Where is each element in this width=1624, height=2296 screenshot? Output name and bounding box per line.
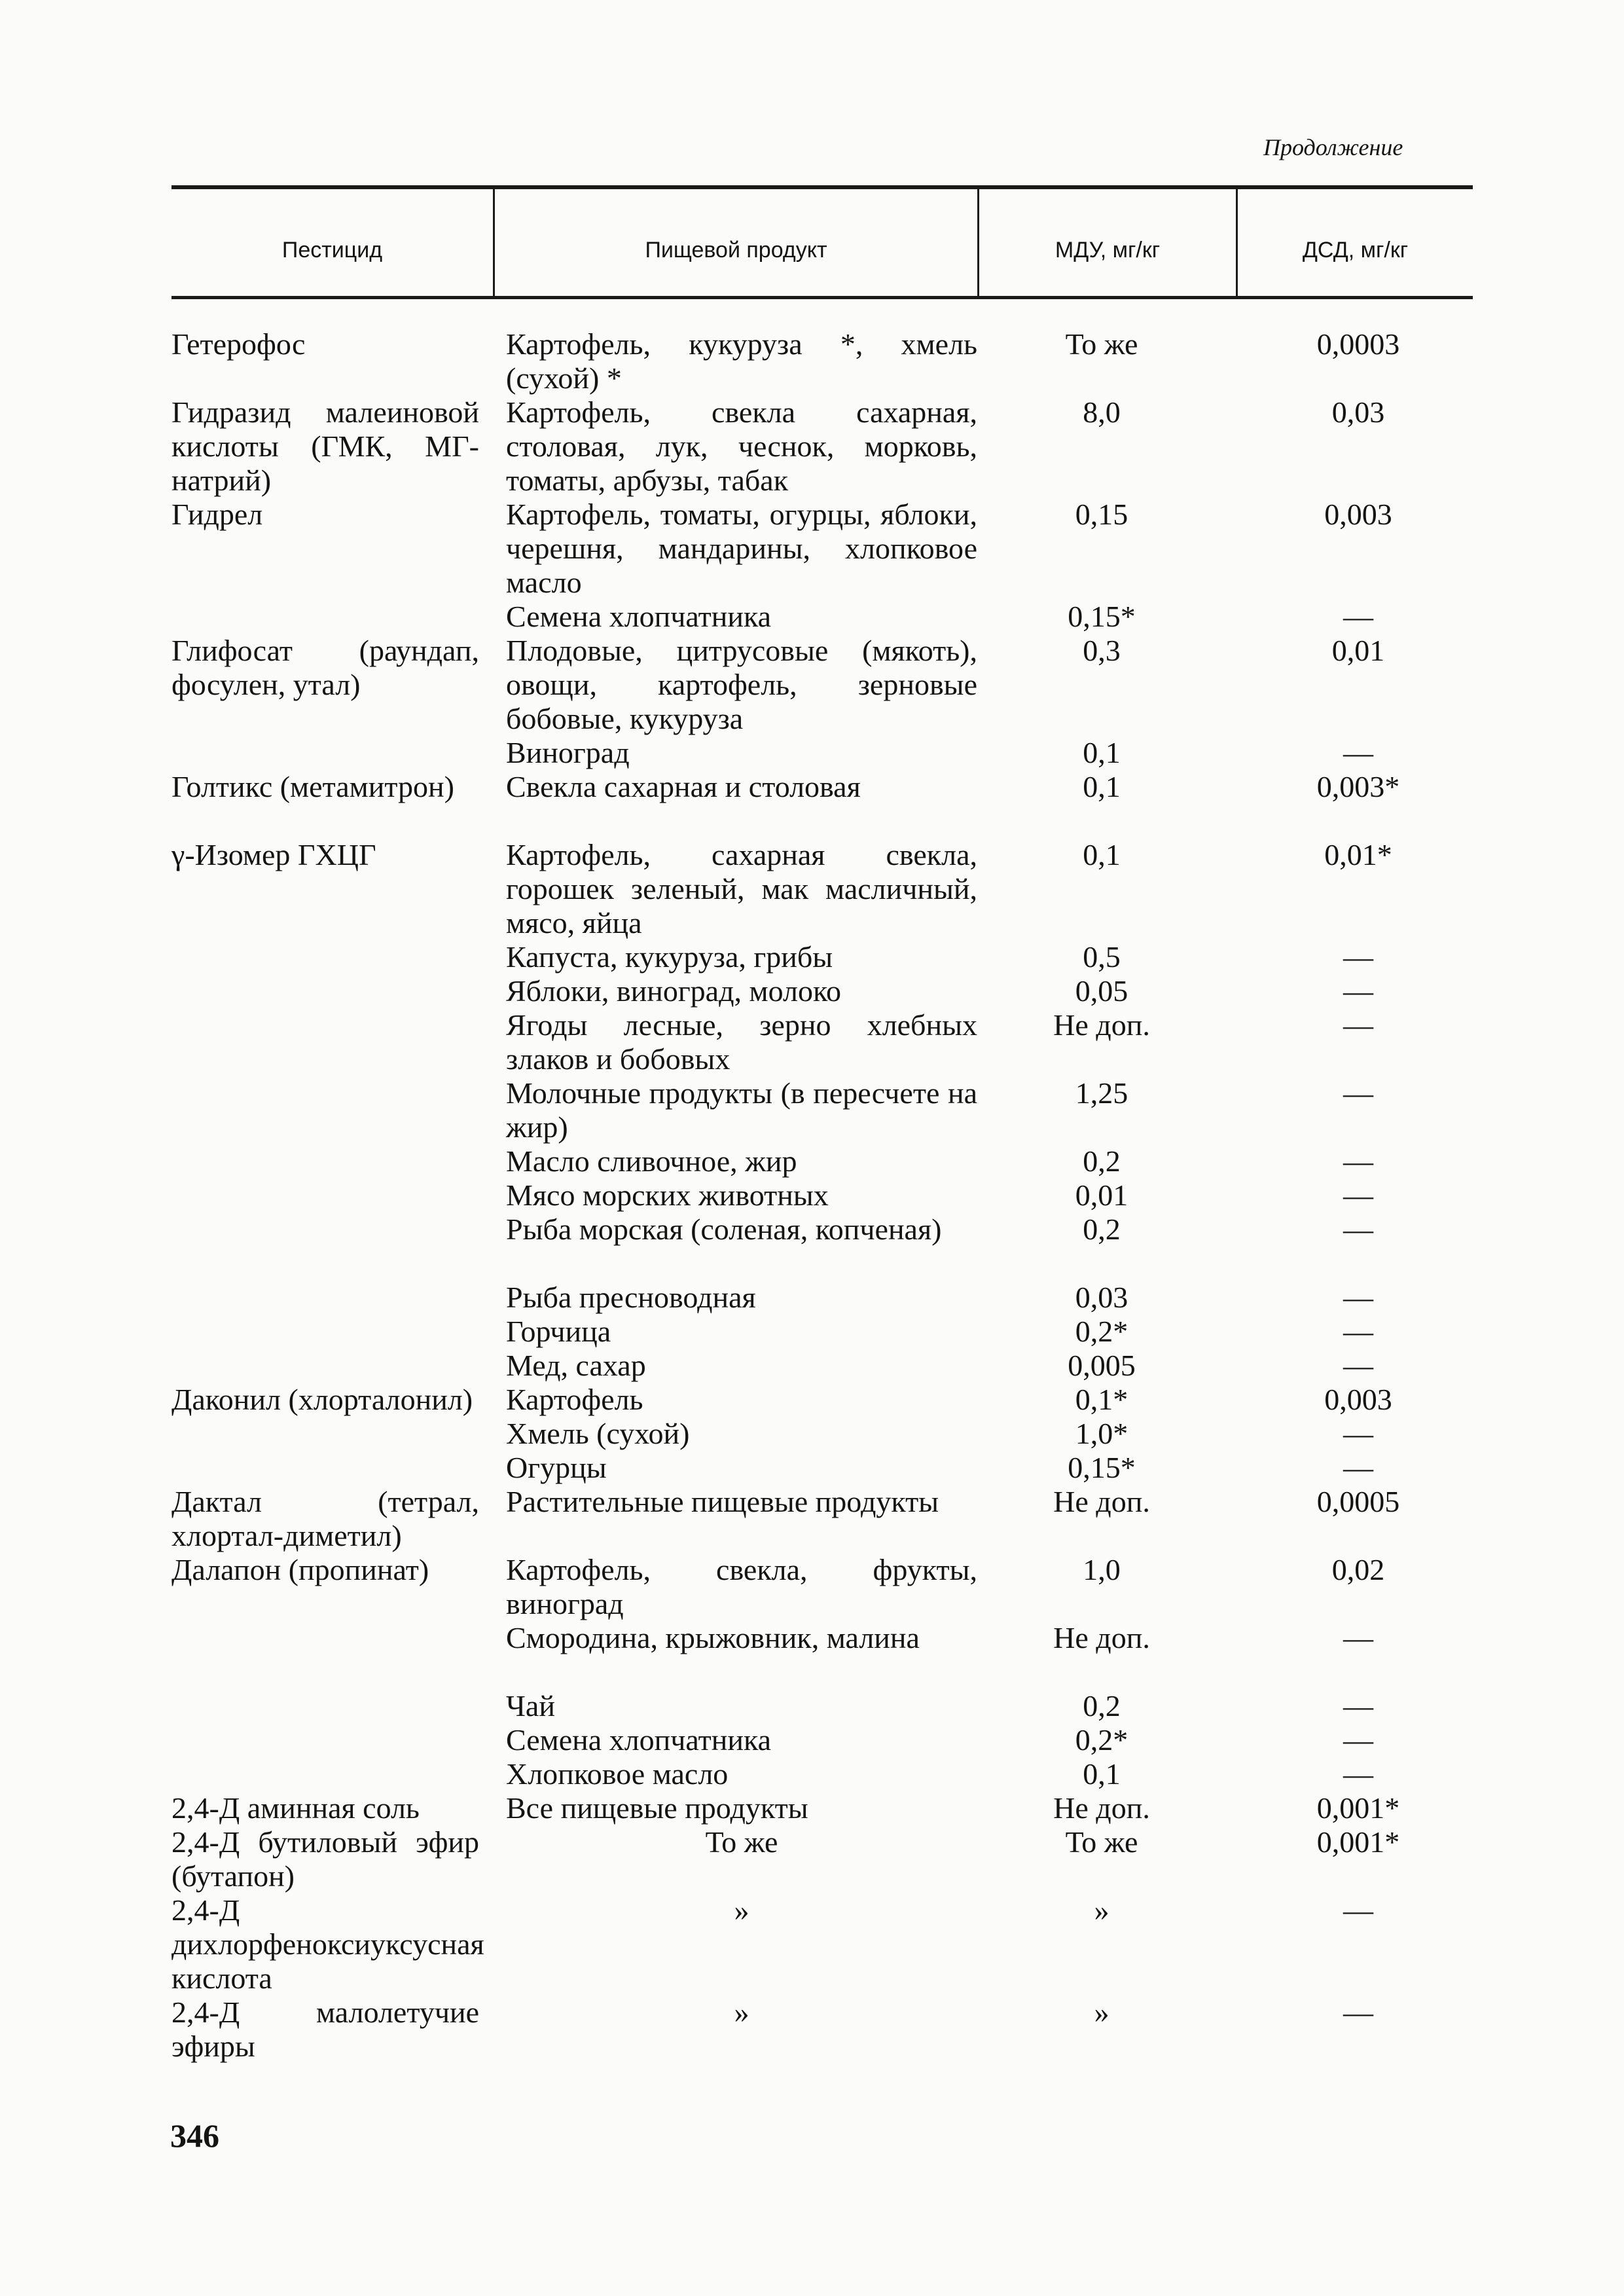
mdu-value: 0,15 [1075, 498, 1128, 531]
food-product: То же [705, 1825, 778, 1859]
mdu-value: Не доп. [1053, 1485, 1150, 1518]
dsd-value: — [1343, 1417, 1373, 1450]
food-product: Рыба морская (соленая, копченая) [506, 1212, 942, 1246]
dsd-value: — [1343, 940, 1373, 974]
table-row [0, 1757, 1624, 1791]
food-product: Капуста, кукуруза, грибы [506, 940, 833, 974]
food-product: Свекла сахарная и столовая [506, 770, 861, 803]
table-body [0, 327, 1624, 2064]
dsd-value: — [1343, 1178, 1373, 1212]
dsd-value: — [1343, 1621, 1373, 1654]
dsd-value: — [1343, 1212, 1373, 1246]
food-product: Растительные пищевые продукты [506, 1485, 939, 1518]
dsd-value: — [1343, 1008, 1373, 1042]
dsd-value: 0,003* [1316, 770, 1400, 803]
food-product: Рыба пресноводная [506, 1281, 756, 1314]
mdu-value: 0,2 [1083, 1212, 1121, 1246]
dsd-value: 0,01* [1324, 838, 1392, 871]
table-row [0, 940, 1624, 974]
mdu-value: Не доп. [1053, 1621, 1150, 1654]
table-row [0, 1008, 1624, 1076]
pesticide-name: Даконил (хлорталонил) [171, 1383, 473, 1416]
table-row [0, 1689, 1624, 1723]
pesticide-name: 2,4-Д дихлорфеноксиуксусная кислота [171, 1893, 484, 1995]
mdu-value: 0,15* [1068, 600, 1136, 633]
mdu-value: 8,0 [1083, 395, 1121, 429]
dsd-value: 0,0003 [1316, 327, 1400, 361]
table-row [0, 1825, 1624, 1893]
mdu-value: Не доп. [1053, 1008, 1150, 1042]
table-row [0, 498, 1624, 600]
table-row [0, 1995, 1624, 2064]
food-product: Картофель, свекла, фрукты, виноград [506, 1553, 977, 1620]
header-bottom-rule [171, 296, 1473, 299]
table-row [0, 1451, 1624, 1485]
mdu-value: 0,2* [1075, 1723, 1128, 1757]
dsd-value: — [1343, 974, 1373, 1008]
header-food-product: Пищевой продукт [645, 237, 827, 263]
food-product: Картофель, сахарная свекла, горошек зеленый, мак масличный, мясо, яйца [506, 838, 977, 939]
dsd-value: — [1343, 736, 1373, 769]
dsd-value: 0,03 [1331, 395, 1385, 429]
food-product: Виноград [506, 736, 630, 769]
mdu-value: 0,1* [1075, 1383, 1128, 1416]
mdu-value: 1,0 [1083, 1553, 1121, 1586]
food-product: Все пищевые продукты [506, 1791, 808, 1825]
mdu-value: 0,005 [1068, 1349, 1136, 1382]
continued-label: Продолжение [1263, 134, 1403, 160]
table-row [0, 1178, 1624, 1212]
header-pesticide: Пестицид [281, 237, 383, 263]
table-row [0, 1315, 1624, 1349]
mdu-value: 1,0* [1075, 1417, 1128, 1450]
food-product: Семена хлопчатника [506, 1723, 772, 1757]
food-product: Хмель (сухой) [506, 1417, 690, 1450]
mdu-value: 0,5 [1083, 940, 1121, 974]
table-row [0, 1417, 1624, 1451]
dsd-value: — [1343, 1757, 1373, 1791]
dsd-value: 0,001* [1316, 1825, 1400, 1859]
table-row [0, 1723, 1624, 1757]
mdu-value: 0,15* [1068, 1451, 1136, 1484]
dsd-value: — [1343, 1893, 1373, 1927]
food-product: Горчица [506, 1315, 611, 1348]
dsd-value: — [1343, 1281, 1373, 1314]
food-product: Хлопковое масло [506, 1757, 729, 1791]
food-product: Мясо морских животных [506, 1178, 829, 1212]
dsd-value: — [1343, 1315, 1373, 1348]
food-product: Картофель, свекла сахарная, столовая, лук, чеснок, морковь, томаты, арбузы, табак [506, 395, 977, 497]
food-product: Ягоды лесные, зерно хлебных злаков и бобовых [506, 1008, 977, 1076]
food-product: Картофель [506, 1383, 643, 1416]
food-product: Огурцы [506, 1451, 607, 1484]
dsd-value: — [1343, 1995, 1373, 2029]
table-row [0, 1621, 1624, 1689]
dsd-value: — [1343, 1144, 1373, 1178]
pesticide-name: Дактал (тетрал, хлортал-диметил) [171, 1485, 479, 1552]
mdu-value: 0,03 [1075, 1281, 1128, 1314]
table-row [0, 736, 1624, 770]
table-row [0, 1383, 1624, 1417]
food-product: Семена хлопчатника [506, 600, 772, 633]
dsd-value: — [1343, 1689, 1373, 1722]
table-row [0, 974, 1624, 1008]
table-top-rule [171, 185, 1473, 189]
table-row [0, 1791, 1624, 1825]
mdu-value: » [1094, 1893, 1110, 1927]
pesticide-name: 2,4-Д аминная соль [171, 1791, 420, 1825]
mdu-value: 0,01 [1075, 1178, 1128, 1212]
dsd-value: — [1343, 1723, 1373, 1757]
pesticide-name: γ-Изомер ГХЦГ [171, 838, 376, 871]
mdu-value: 0,1 [1083, 1757, 1121, 1791]
dsd-value: 0,001* [1316, 1791, 1400, 1825]
header-mdu: МДУ, мг/кг [1055, 237, 1161, 263]
food-product: Молочные продукты (в пересчете на жир) [506, 1076, 977, 1144]
table-row [0, 1076, 1624, 1144]
food-product: Чай [506, 1689, 555, 1722]
mdu-value: То же [1065, 327, 1138, 361]
mdu-value: 0,2 [1083, 1689, 1121, 1722]
pesticide-name: Голтикс (метамитрон) [171, 770, 454, 803]
header-dsd: ДСД, мг/кг [1302, 237, 1409, 263]
food-product: Плодовые, цитрусовые (мякоть), овощи, картофель, зерновые бобовые, кукуруза [506, 634, 977, 735]
mdu-value: Не доп. [1053, 1791, 1150, 1825]
food-product: Яблоки, виноград, молоко [506, 974, 841, 1008]
mdu-value: 0,2* [1075, 1315, 1128, 1348]
table-row [0, 634, 1624, 736]
dsd-value: 0,02 [1331, 1553, 1385, 1586]
table-row [0, 327, 1624, 395]
dsd-value: 0,01 [1331, 634, 1385, 667]
dsd-value: 0,003 [1324, 498, 1392, 531]
food-product: Картофель, кукуруза *, хмель (сухой) * [506, 327, 977, 395]
pesticide-name: 2,4-Д бутиловый эфир (бутапон) [171, 1825, 479, 1893]
food-product: » [734, 1893, 749, 1927]
table-row [0, 600, 1624, 634]
mdu-value: То же [1065, 1825, 1138, 1859]
table-row [0, 1144, 1624, 1178]
table-row [0, 1281, 1624, 1315]
mdu-value: 0,1 [1083, 736, 1121, 769]
mdu-value: 0,1 [1083, 838, 1121, 871]
mdu-value: 1,25 [1075, 1076, 1128, 1110]
food-product: Масло сливочное, жир [506, 1144, 797, 1178]
table-row [0, 1893, 1624, 1995]
dsd-value: 0,0005 [1316, 1485, 1400, 1518]
mdu-value: 0,1 [1083, 770, 1121, 803]
table-row [0, 1212, 1624, 1281]
table-row [0, 395, 1624, 498]
table-row [0, 1553, 1624, 1621]
pesticide-name: Гидрел [171, 498, 263, 531]
food-product: » [734, 1995, 749, 2029]
mdu-value: 0,3 [1083, 634, 1121, 667]
pesticide-name: Глифосат (раундап, фосулен, утал) [171, 634, 479, 701]
food-product: Смородина, крыжовник, малина [506, 1621, 920, 1654]
dsd-value: — [1343, 1349, 1373, 1382]
pesticide-name: 2,4-Д малолетучие эфиры [171, 1995, 479, 2063]
dsd-value: 0,003 [1324, 1383, 1392, 1416]
dsd-value: — [1343, 1451, 1373, 1484]
pesticide-name: Гетерофос [171, 327, 306, 361]
food-product: Картофель, томаты, огурцы, яблоки, черешня, мандарины, хлопковое масло [506, 498, 977, 599]
table-row [0, 838, 1624, 940]
mdu-value: 0,2 [1083, 1144, 1121, 1178]
mdu-value: » [1094, 1995, 1110, 2029]
page-number: 346 [170, 2117, 219, 2154]
table-row [0, 770, 1624, 838]
dsd-value: — [1343, 1076, 1373, 1110]
pesticide-name: Гидразид малеиновой кислоты (ГМК, МГ-натрий) [171, 395, 479, 497]
mdu-value: 0,05 [1075, 974, 1128, 1008]
table-row [0, 1485, 1624, 1553]
food-product: Мед, сахар [506, 1349, 646, 1382]
pesticide-name: Далапон (пропинат) [171, 1553, 429, 1586]
dsd-value: — [1343, 600, 1373, 633]
table-row [0, 1349, 1624, 1383]
